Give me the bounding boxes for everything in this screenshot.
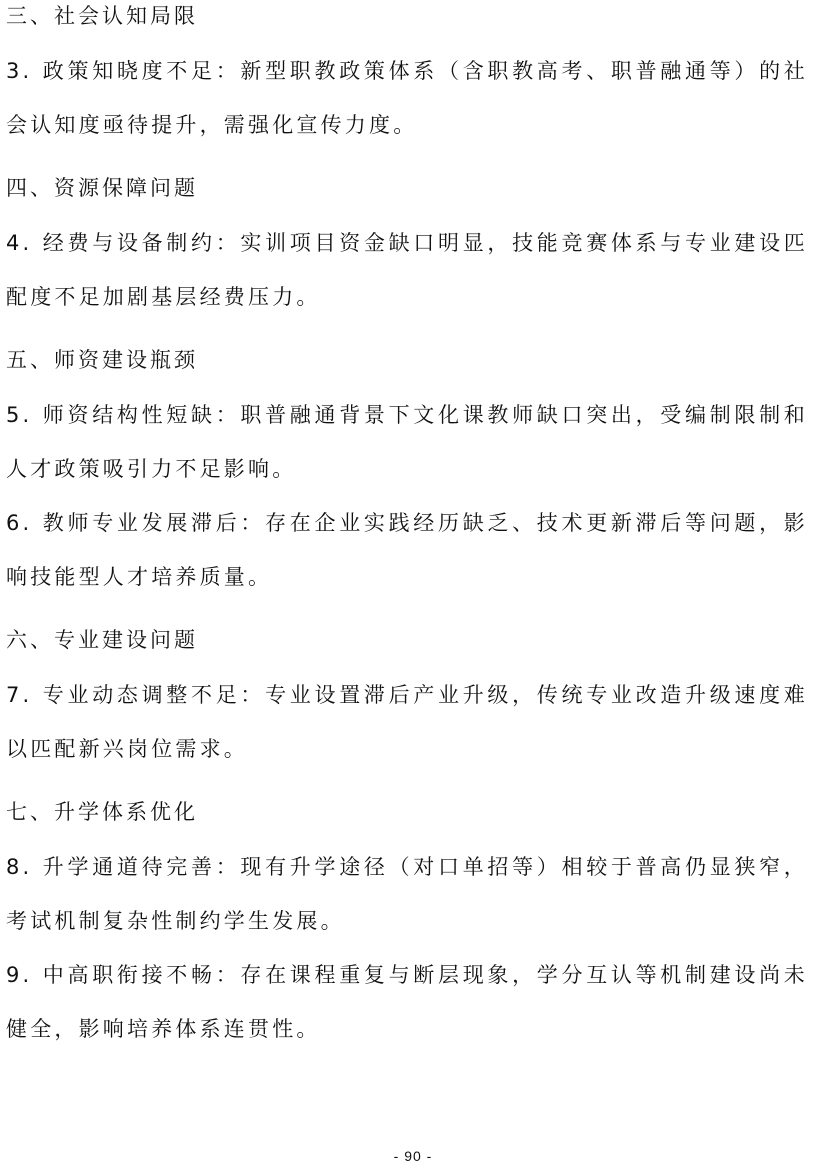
item-6: 6. 教师专业发展滞后：存在企业实践经历缺乏、技术更新滞后等问题，影响技能型人才培养质量。 — [6, 511, 808, 589]
item-5: 5. 师资结构性短缺：职普融通背景下文化课教师缺口突出，受编制限制和人才政策吸引力不足影响。 — [6, 403, 808, 481]
item-4: 4. 经费与设备制约：实训项目资金缺口明显，技能竞赛体系与专业建设匹配度不足加剧基层经费压力。 — [6, 231, 808, 309]
section-7 — [6, 796, 808, 1056]
section-4 — [6, 172, 808, 324]
item-9: 9. 中高职衔接不畅：存在课程重复与断层现象，学分互认等机制建设尚未健全，影响培养体系连贯性。 — [6, 963, 808, 1041]
item-7: 7. 专业动态调整不足：专业设置滞后产业升级，传统专业改造升级速度难以匹配新兴岗位需求。 — [6, 683, 808, 761]
section-heading: 三、社会认知局限 — [6, 4, 198, 28]
section-heading: 五、师资建设瓶颈 — [6, 348, 198, 372]
section-5 — [6, 344, 808, 604]
document-page — [6, 0, 808, 1056]
section-6 — [6, 624, 808, 776]
section-3 — [6, 0, 808, 152]
item-3: 3. 政策知晓度不足：新型职教政策体系（含职教高考、职普融通等）的社会认知度亟待提升，需强化宣传力度。 — [6, 59, 808, 137]
section-heading: 六、专业建设问题 — [6, 628, 198, 652]
item-8: 8. 升学通道待完善：现有升学途径（对口单招等）相较于普高仍显狭窄，考试机制复杂性制约学生发展。 — [6, 855, 808, 933]
section-heading: 四、资源保障问题 — [6, 176, 198, 200]
page-number: - 90 - — [393, 1148, 433, 1164]
section-heading: 七、升学体系优化 — [6, 800, 198, 824]
